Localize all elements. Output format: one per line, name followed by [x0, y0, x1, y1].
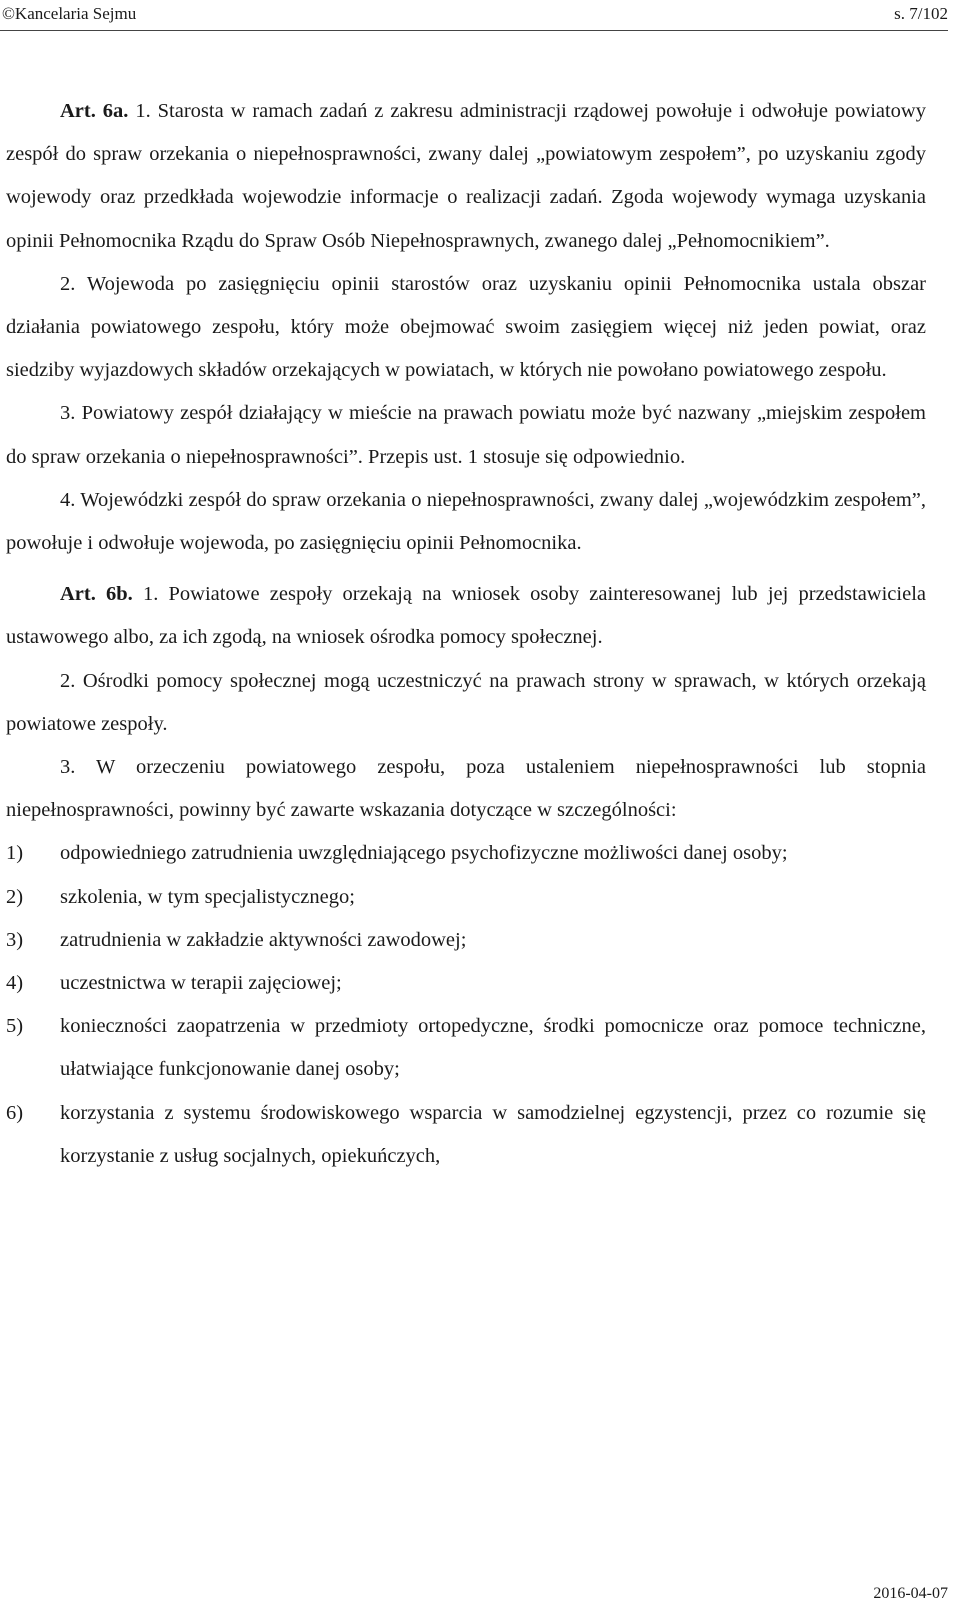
art-6a-paragraph-3: 3. Powiatowy zespół działający w mieście na prawach powiatu może być nazwany „miejskim zespołem do spraw orzekania o niepełnosprawności”. Przepis ust. 1 stosuje się odpowiednio.	[6, 402, 926, 468]
footer-date: 2016-04-07	[873, 1585, 948, 1602]
list-item-number: 6)	[6, 1101, 24, 1124]
art-6a-label: Art. 6a.	[60, 100, 129, 122]
list-item-number: 1)	[6, 842, 24, 865]
art-6b-p1-text: 1. Powiatowe zespoły orzekają na wniosek osoby zainteresowanej lub jej przedstawiciela ustawowego albo, za ich zgodą, na wniosek ośrodka pomocy społecznej.	[6, 583, 926, 649]
art-6b-paragraph-1	[6, 573, 926, 659]
list-item	[6, 962, 926, 1005]
list-item-text: odpowiedniego zatrudnienia uwzględniającego psychofizyczne możliwości danej osoby;	[60, 842, 788, 865]
list-item-text: zatrudnienia w zakładzie aktywności zawodowej;	[60, 928, 467, 951]
document-body	[6, 82, 926, 1178]
list-item-text: szkolenia, w tym specjalistycznego;	[60, 885, 355, 908]
list-item-number: 4)	[6, 972, 24, 995]
list-item-number: 5)	[6, 1015, 24, 1038]
list-item	[6, 1005, 926, 1091]
page-number: s. 7/102	[894, 4, 948, 23]
art-6a-paragraph-1	[6, 90, 926, 263]
art-6b-paragraph-3: 3. W orzeczeniu powiatowego zespołu, poza ustaleniem niepełnosprawności lub stopnia niepełnosprawności, powinny być zawarte wskazania dotyczące w szczególności:	[6, 756, 926, 822]
art-6a-paragraph-4: 4. Wojewódzki zespół do spraw orzekania o niepełnosprawności, zwany dalej „wojewódzkim zespołem”, powołuje i odwołuje wojewoda, po zasięgnięciu opinii Pełnomocnika.	[6, 488, 926, 555]
art-6b-paragraph-2: 2. Ośrodki pomocy społecznej mogą uczestniczyć na prawach strony w sprawach, w których orzekają powiatowe zespoły.	[6, 669, 926, 735]
list-item	[6, 876, 926, 919]
list-item-number: 3)	[6, 928, 24, 951]
list-item	[6, 1092, 926, 1178]
list-item-text: konieczności zaopatrzenia w przedmioty ortopedyczne, środki pomocnicze oraz pomoce techniczne, ułatwiające funkcjonowanie danej osoby;	[60, 1015, 926, 1081]
list-item	[6, 919, 926, 962]
header-copyright: ©Kancelaria Sejmu	[2, 4, 137, 23]
list-item-text: uczestnictwa w terapii zajęciowej;	[60, 972, 342, 995]
list-item	[6, 832, 926, 875]
header-divider	[0, 30, 948, 31]
list-item-number: 2)	[6, 885, 24, 908]
list-item-text: korzystania z systemu środowiskowego wsparcia w samodzielnej egzystencji, przez co rozumie się korzystanie z usług socjalnych, opiekuńczych,	[60, 1101, 926, 1167]
art-6a-paragraph-2: 2. Wojewoda po zasięgnięciu opinii starostów oraz uzyskaniu opinii Pełnomocnika ustala obszar działania powiatowego zespołu, który może obejmować swoim zasięgiem więcej niż jeden powiat, oraz siedziby wyjazdowych składów orzekających w powiatach, w których nie powołano powiatowego zespołu.	[6, 272, 926, 382]
art-6a-p1-text: 1. Starosta w ramach zadań z zakresu administracji rządowej powołuje i odwołuje powiatowy zespół do spraw orzekania o niepełnosprawności, zwany dalej „powiatowym zespołem”, po uzyskaniu zgody wojewody oraz przedkłada wojewodzie informacje o realizacji zadań. Zgoda wojewody wymaga uzyskania opinii Pełnomocnika Rządu do Spraw Osób Niepełnosprawnych, zwanego dalej „Pełnomocnikiem”.	[6, 100, 926, 252]
art-6b-label: Art. 6b.	[60, 583, 133, 606]
